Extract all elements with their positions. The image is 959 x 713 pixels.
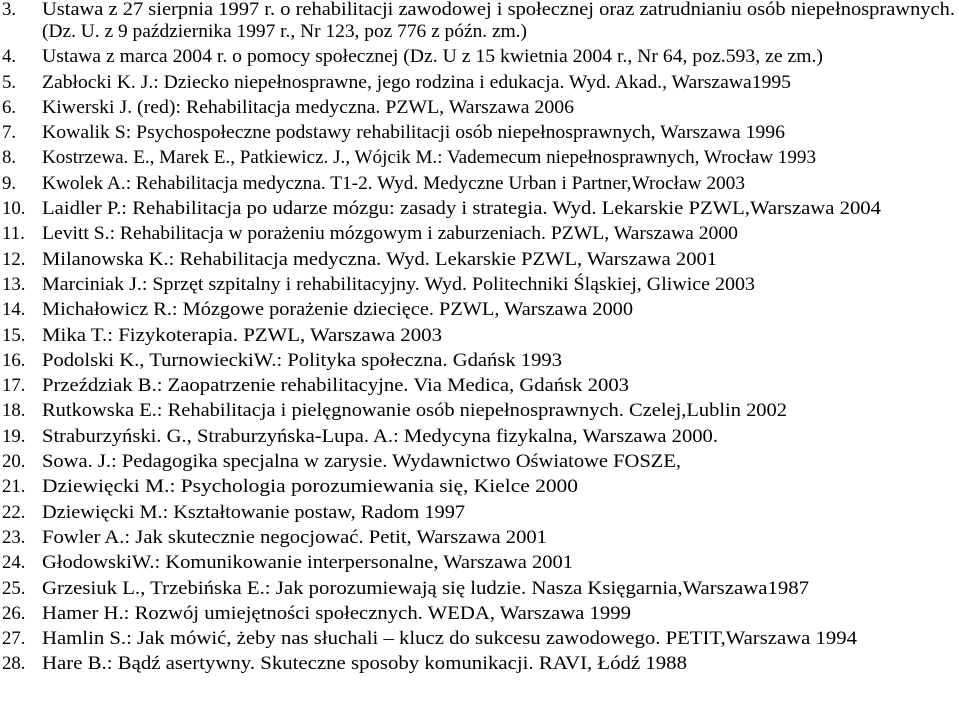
item-number: 7.	[2, 122, 17, 144]
item-text-line: Ustawa z marca 2004 r. o pomocy społecznej (Dz. U z 15 kwietnia 2004 r., Nr 64, poz.593, ze zm.)	[42, 46, 824, 68]
list-item-17	[2, 373, 957, 398]
item-text-line: Dziewięcki M.: Psychologia porozumiewania się, Kielce 2000	[42, 476, 578, 498]
item-text-line: Zabłocki K. J.: Dziecko niepełnosprawne, jego rodzina i edukacja. Wyd. Akad., Warszawa1995	[42, 71, 791, 93]
item-text-line: Michałowicz R.: Mózgowe porażenie dziecięce. PZWL, Warszawa 2000	[42, 299, 633, 321]
item-text-line: Fowler A.: Jak skutecznie negocjować. Petit, Warszawa 2001	[42, 526, 547, 548]
item-text	[42, 348, 562, 373]
list-item-14	[2, 297, 957, 322]
item-text	[42, 651, 687, 676]
list-item-8	[2, 145, 957, 170]
item-text-line: Rutkowska E.: Rehabilitacja i pielęgnowanie osób niepełnosprawnych. Czelej,Lublin 2002	[42, 400, 787, 422]
item-text	[42, 424, 719, 449]
item-number: 15.	[2, 324, 26, 346]
item-text-line: Straburzyński. G., Straburzyńska-Lupa. A.: Medycyna fizykalna, Warszawa 2000.	[42, 425, 719, 447]
list-item-26	[2, 601, 957, 626]
item-text	[42, 44, 824, 69]
item-number: 18.	[2, 400, 26, 422]
list-item-28	[2, 651, 957, 676]
list-item-9	[2, 171, 957, 196]
item-number: 5.	[2, 71, 17, 93]
list-item-25	[2, 576, 957, 601]
item-text	[42, 626, 857, 651]
item-text	[42, 0, 955, 20]
item-text-line: Przeździak B.: Zaopatrzenie rehabilitacyjne. Via Medica, Gdańsk 2003	[42, 375, 629, 397]
item-text-line: Laidler P.: Rehabilitacja po udarze mózgu: zasady i strategia. Wyd. Lekarskie PZWL,Warszawa 2004	[42, 198, 881, 220]
item-number: 8.	[2, 147, 17, 169]
item-text	[42, 95, 574, 120]
item-text-line: Hamlin S.: Jak mówić, żeby nas słuchali – klucz do sukcesu zawodowego. PETIT,Warszawa 1994	[42, 628, 857, 650]
item-number: 14.	[2, 299, 26, 321]
item-number: 28.	[2, 653, 26, 675]
item-number: 10.	[2, 198, 26, 220]
list-item-7	[2, 120, 957, 145]
item-text	[42, 297, 633, 322]
item-text	[42, 323, 442, 348]
item-text	[42, 120, 785, 145]
list-item-4	[2, 44, 957, 69]
item-number: 19.	[2, 425, 26, 447]
item-number: 24.	[2, 552, 26, 574]
item-text-line: Kwolek A.: Rehabilitacja medyczna. T1-2. Wyd. Medyczne Urban i Partner,Wrocław 2003	[42, 172, 745, 194]
list-item-20	[2, 449, 957, 474]
item-number: 27.	[2, 628, 26, 650]
list-item-18	[2, 398, 957, 423]
list-item-16	[2, 348, 957, 373]
list-item-3	[2, 0, 957, 19]
list-item-27	[2, 626, 957, 651]
list-item-5	[2, 70, 957, 95]
item-number: 25.	[2, 577, 26, 599]
item-number: 3.	[2, 0, 17, 20]
item-text-line: Hare B.: Bądź asertywny. Skuteczne sposoby komunikacji. RAVI, Łódź 1988	[42, 653, 687, 675]
item-text	[42, 196, 881, 221]
list-item-22	[2, 500, 957, 525]
item-text	[42, 221, 738, 246]
list-item-24	[2, 550, 957, 575]
item-text-line: Ustawa z 27 sierpnia 1997 r. o rehabilitacji zawodowej i społecznej oraz zatrudnianiu osób niepełnosprawnych.	[42, 0, 955, 20]
list-item-11	[2, 221, 957, 246]
list-item-23	[2, 525, 957, 550]
item-number: 12.	[2, 248, 26, 270]
item-text-line: Marciniak J.: Sprzęt szpitalny i rehabilitacyjny. Wyd. Politechniki Śląskiej, Gliwice 2003	[42, 273, 755, 295]
list-item-21	[2, 474, 957, 499]
item-text	[42, 398, 787, 423]
item-text	[42, 272, 755, 297]
list-item-12	[2, 247, 957, 272]
item-text-line: Levitt S.: Rehabilitacja w porażeniu mózgowym i zaburzeniach. PZWL, Warszawa 2000	[42, 223, 738, 245]
item-number: 16.	[2, 349, 26, 371]
item-text	[42, 70, 791, 95]
item-text	[42, 525, 547, 550]
item-text-line: Podolski K., TurnowieckiW.: Polityka społeczna. Gdańsk 1993	[42, 349, 562, 371]
item-text	[42, 500, 465, 525]
item-text-line: Kiwerski J. (red): Rehabilitacja medyczna. PZWL, Warszawa 2006	[42, 96, 574, 118]
item-text	[42, 576, 809, 601]
item-text-line: (Dz. U. z 9 października 1997 r., Nr 123, poz 776 z późn. zm.)	[42, 21, 527, 42]
item-number: 20.	[2, 451, 26, 473]
item-text-line: Grzesiuk L., Trzebińska E.: Jak porozumiewają się ludzie. Nasza Księgarnia,Warszawa1987	[42, 577, 809, 599]
item-number: 22.	[2, 501, 26, 523]
item-text	[42, 145, 816, 170]
bibliography-list	[2, 0, 957, 677]
item-text-line: Milanowska K.: Rehabilitacja medyczna. Wyd. Lekarskie PZWL, Warszawa 2001	[42, 248, 717, 270]
item-text-line: Mika T.: Fizykoterapia. PZWL, Warszawa 2003	[42, 324, 442, 346]
list-item-10	[2, 196, 957, 221]
item-number: 23.	[2, 526, 26, 548]
list-item-6	[2, 95, 957, 120]
item-text-line: Dziewięcki M.: Kształtowanie postaw, Radom 1997	[42, 501, 465, 523]
item-text	[42, 373, 629, 398]
item-text-line: Sowa. J.: Pedagogika specjalna w zarysie. Wydawnictwo Oświatowe FOSZE,	[42, 451, 681, 473]
item-text	[42, 474, 578, 499]
item-number: 4.	[2, 46, 17, 68]
item-text-line: GłodowskiW.: Komunikowanie interpersonalne, Warszawa 2001	[42, 552, 573, 574]
item-text	[42, 550, 573, 575]
list-item-15	[2, 323, 957, 348]
item-text	[42, 171, 745, 196]
list-item-19	[2, 424, 957, 449]
item-text-line: Hamer H.: Rozwój umiejętności społecznych. WEDA, Warszawa 1999	[42, 602, 631, 624]
item-text	[42, 601, 631, 626]
item-number: 6.	[2, 96, 17, 118]
item-text	[42, 449, 681, 474]
item-number: 26.	[2, 602, 26, 624]
item-text	[42, 247, 717, 272]
item-text-line: Kostrzewa. E., Marek E., Patkiewicz. J., Wójcik M.: Vademecum niepełnosprawnych, Wrocław 1993	[42, 147, 816, 169]
item-number: 13.	[2, 273, 26, 295]
item-number: 9.	[2, 172, 17, 194]
item-number: 17.	[2, 375, 26, 397]
item-text-line: Kowalik S: Psychospołeczne podstawy rehabilitacji osób niepełnosprawnych, Warszawa 1996	[42, 122, 785, 144]
list-item-13	[2, 272, 957, 297]
list-item-3-continuation	[2, 19, 957, 44]
item-number: 21.	[2, 476, 26, 498]
item-number: 11.	[2, 223, 25, 245]
